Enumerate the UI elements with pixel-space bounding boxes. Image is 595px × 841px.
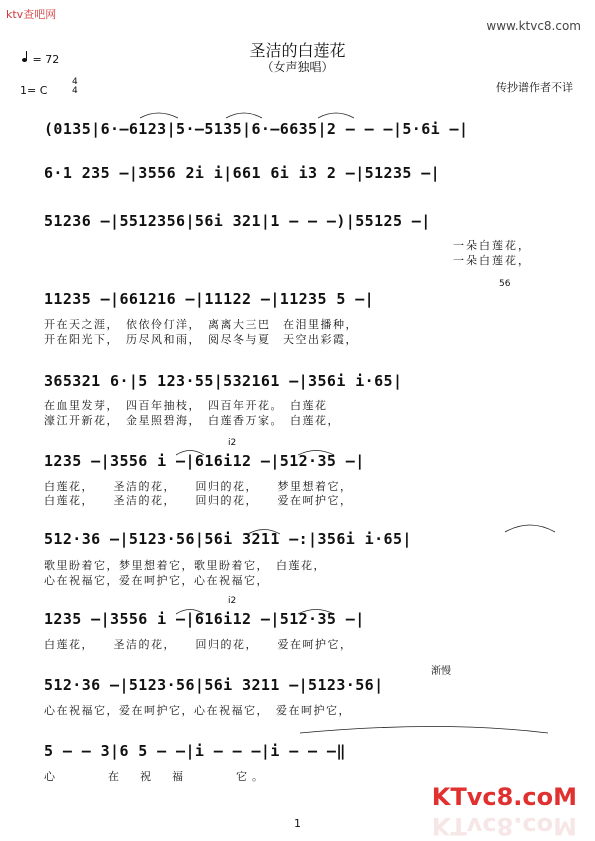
lyric-row-6-line-1: 白莲花， 圣洁的花， 回归的花， 梦里想着它， [44, 480, 353, 493]
notation-row-8: 1235 –|3556 i –|616i12 –|512·35 –| [44, 610, 365, 628]
watermark-right: www.ktvc8.com [486, 19, 581, 33]
notation-row-5: 365321 6·|5 123·55|532161 –|356i i·65| [44, 372, 403, 390]
lyric-row-3-line-1: 一朵白莲花， [453, 239, 531, 252]
lyric-row-7-line-2: 心在祝福它，爱在呵护它，心在祝福它， [44, 574, 269, 587]
song-title: 圣洁的白莲花 [249, 41, 346, 60]
page-number: 1 [294, 817, 301, 830]
lyric-row-4-line-1: 开在天之涯， 依依伶仃洋， 离离大三巴 在泪里播种， [44, 318, 358, 331]
notation-row-4: 11235 –|661216 –|11122 –|11235 5 –| [44, 290, 375, 308]
credit-line: 传抄谱作者不详 [496, 81, 573, 94]
tempo-change-annotation: 渐慢 [431, 666, 451, 677]
watermark-left: ktv查吧网 [6, 8, 57, 21]
notation-row-7: 512·36 –|5123·56|56i 3211 –:|356i i·65| [44, 530, 412, 548]
grace-note-annotation-1: 56 [499, 279, 511, 289]
grace-note-annotation-3: i2 [228, 596, 237, 606]
notation-row-2: 6·1 235 –|3556 2i i|661 6i i3 2 –|51235 –| [44, 164, 441, 182]
tempo-marking [22, 53, 59, 66]
notation-row-10: 5 – – 3|6 5 – –|i – – –|i – – –‖ [44, 742, 346, 760]
grace-note-annotation-2: i2 [228, 438, 237, 448]
notation-row-1: (0135|6·–6123|5·–5135|6·–6635|2 – – –|5·6i –| [44, 120, 469, 138]
lyric-row-6-line-2: 白莲花， 圣洁的花， 回归的花， 爱在呵护它， [44, 494, 353, 507]
time-sig-bottom: 4 [72, 86, 78, 96]
song-subtitle: （女声独唱） [261, 60, 334, 74]
quarter-note-icon [22, 58, 27, 62]
lyric-row-10-line-1: 心 在 祝 福 它。 [44, 770, 268, 783]
lyric-row-4-line-2: 开在阳光下， 历尽风和雨， 阅尽冬与夏 天空出彩霞， [44, 333, 358, 346]
lyric-row-7-line-1: 歌里盼着它，梦里想着它，歌里盼着它， 白莲花， [44, 559, 326, 572]
notation-row-3: 51236 –|5512356|56i 321|1 – – –)|55125 –| [44, 212, 431, 230]
notation-row-9: 512·36 –|5123·56|56i 3211 –|5123·56| [44, 676, 384, 694]
time-signature [72, 78, 78, 96]
tempo-value: = 72 [32, 53, 60, 66]
lyric-row-5-line-1: 在血里发芽， 四百年抽枝， 四百年开花。 白莲花 [44, 399, 328, 412]
lyric-row-3-line-2: 一朵白莲花， [453, 254, 531, 267]
site-logo: KTvc8.coM [431, 783, 577, 811]
lyric-row-9-line-1: 心在祝福它，爱在呵护它，心在祝福它， 爱在呵护它， [44, 704, 351, 717]
lyric-row-8-line-1: 白莲花， 圣洁的花， 回归的花， 爱在呵护它， [44, 638, 353, 651]
key-signature: 1= C [20, 84, 48, 97]
lyric-row-5-line-2: 濠江开新花， 金星照碧海， 白莲香万家。 白莲花， [44, 414, 340, 427]
time-sig-top: 4 [72, 77, 78, 87]
site-logo-reflection: KTvc8.coM [431, 812, 577, 840]
notation-row-6: 1235 –|3556 i –|616i12 –|512·35 –| [44, 452, 365, 470]
